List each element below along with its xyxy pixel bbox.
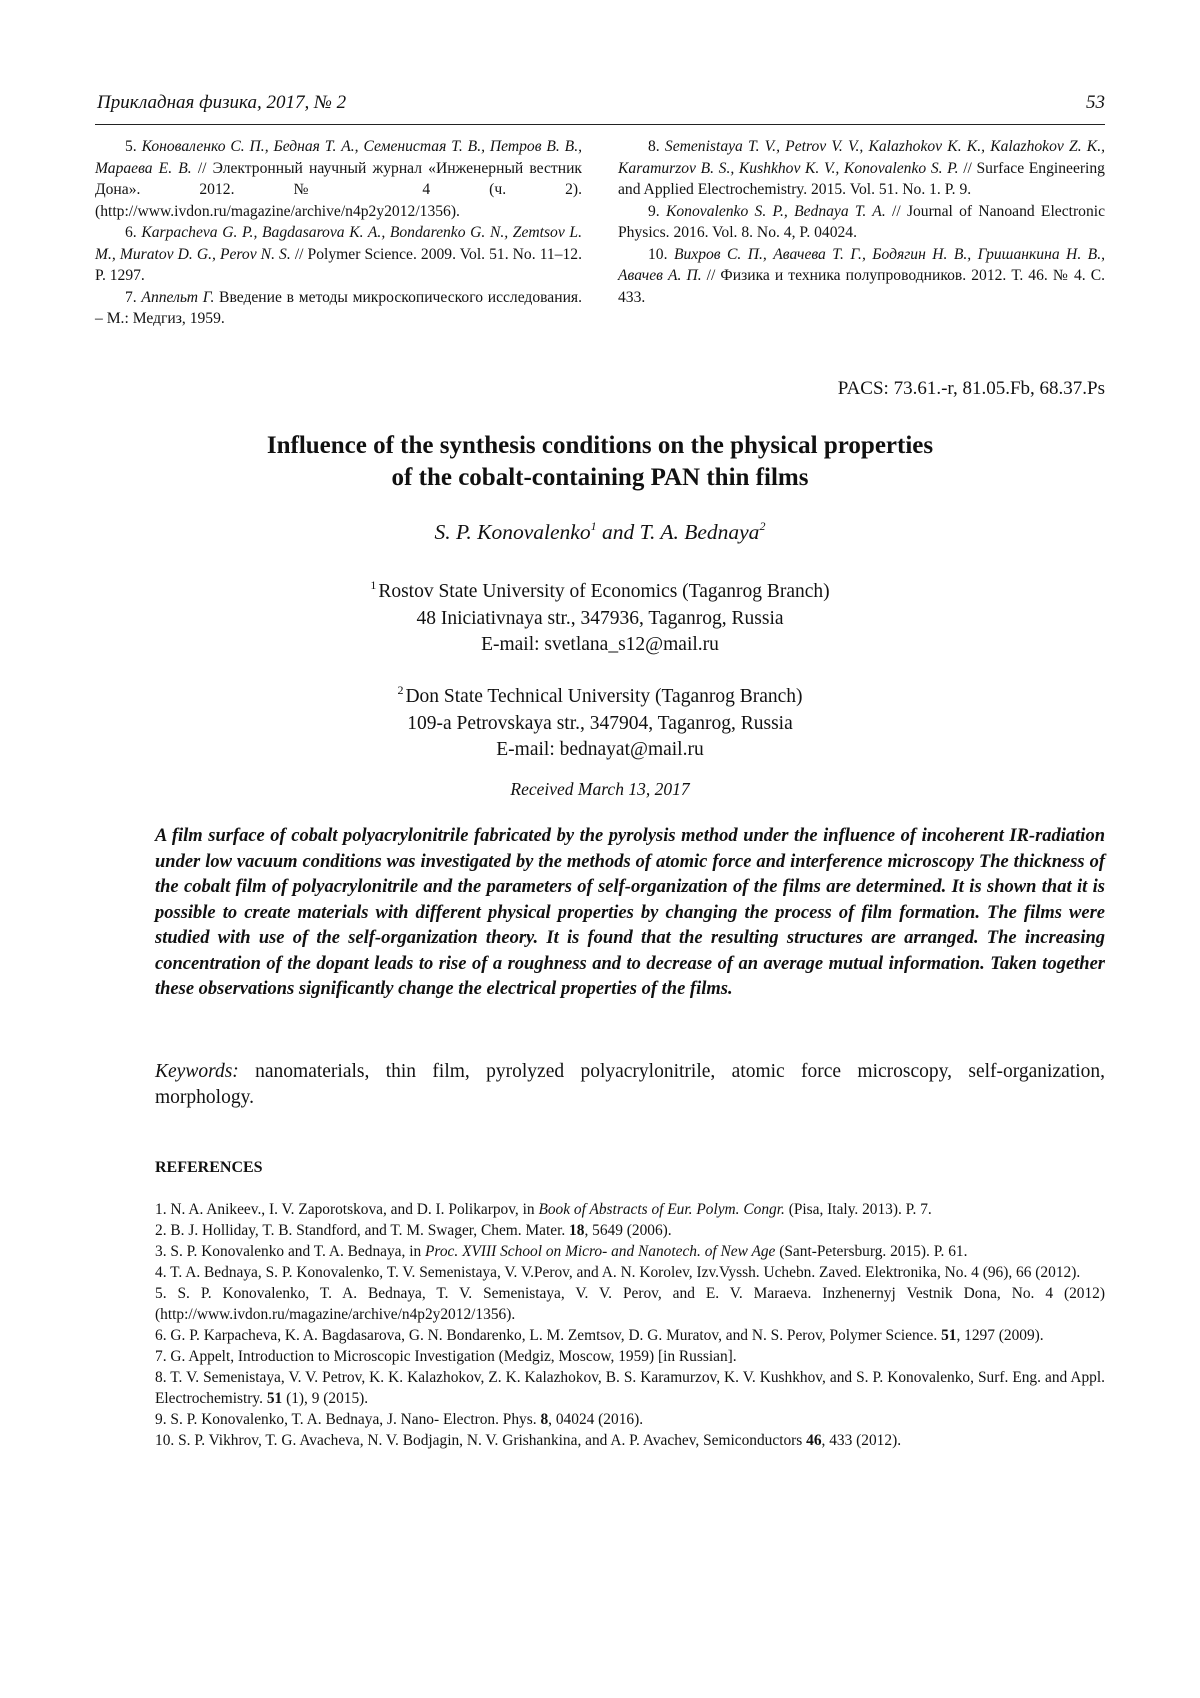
list-item: 5. Коноваленко С. П., Бедная Т. А., Семенистая Т. В., Петров В. В., Мараева Е. В. // Электронный научный журнал «Инженерный вестник Дона». 2012. № 4 (ч. 2). (http://www.ivdon.ru/magazine/archive/n4p2y2012/1356).	[95, 138, 582, 220]
reference-item: 3. S. P. Konovalenko and T. A. Bednaya, in Proc. XVIII School on Micro- and Nanotech. of New Age (Sant-Petersburg. 2015). P. 61.	[155, 1243, 968, 1260]
list-item: 10. Вихров С. П., Авачева Т. Г., Бодягин Н. В., Гришанкина Н. В., Авачев А. П. // Физика и техника полупроводников. 2012. Т. 46. № 4. С. 433.	[618, 245, 1105, 306]
keywords	[155, 1059, 1105, 1111]
title-line-2: of the cobalt-containing PAN thin films	[391, 464, 809, 491]
reference-item: 10. S. P. Vikhrov, T. G. Avacheva, N. V. Bodjagin, N. V. Grishankina, and A. P. Avachev, Semiconductors 46, 433 (2012).	[155, 1432, 902, 1449]
reference-item: 8. T. V. Semenistaya, V. V. Petrov, K. K. Kalazhokov, Z. K. Kalazhokov, B. S. Karamurzov, K. V. Kushkhov, and S. P. Konovalenko, Surf. Eng. and Appl. Electrochemistry. 51 (1), 9 (2015).	[155, 1369, 1105, 1407]
reference-item: 4. T. A. Bednaya, S. P. Konovalenko, T. V. Semenistaya, V. V.Perov, and A. N. Korolev, Izv.Vyssh. Uchebn. Zaved. Elektronika, No. 4 (96), 66 (2012).	[155, 1264, 1081, 1281]
reference-item: 1. N. A. Anikeev., I. V. Zaporotskova, and D. I. Polikarpov, in Book of Abstracts of Eur. Polym. Congr. (Pisa, Italy. 2013). P. 7.	[155, 1201, 932, 1218]
pacs-codes: PACS: 73.61.-r, 81.05.Fb, 68.37.Ps	[837, 378, 1105, 399]
keywords-text: nanomaterials, thin film, pyrolyzed polyacrylonitrile, atomic force microscopy, self-organization, morphology.	[155, 1061, 1105, 1108]
reference-item: 9. S. P. Konovalenko, T. A. Bednaya, J. Nano- Electron. Phys. 8, 04024 (2016).	[155, 1411, 644, 1428]
list-item: 7. Аппельт Г. Введение в методы микроскопического исследования. – М.: Медгиз, 1959.	[95, 288, 582, 327]
author-2: T. A. Bednaya	[639, 520, 760, 544]
abstract: A film surface of cobalt polyacrylonitrile fabricated by the pyrolysis method under the influence of incoherent IR-radiation under low vacuum conditions was investigated by the methods of atomic force and interference microscopy The thickness of the cobalt film of polyacrylonitrile and the parameters of self-organization of the films are determined. It is shown that it is possible to create materials with different physical properties by changing the process of film formation. The films were studied with use of the self-organization theory. It is found that the resulting structures are arranged. The increasing concentration of the dopant leads to rise of a roughness and to decrease of an average mutual information. Taken together these observations significantly change the electrical properties of the films.	[155, 826, 1105, 999]
reference-item: 5. S. P. Konovalenko, T. A. Bednaya, T. V. Semenistaya, V. V. Perov, and E. V. Maraeva. Inzhenernyj Vestnik Dona, No. 4 (2012) (http://www.ivdon.ru/magazine/archive/n4p2y2012/1356).	[155, 1285, 1105, 1323]
running-header	[95, 92, 1105, 125]
reference-item: 7. G. Appelt, Introduction to Microscopic Investigation (Medgiz, Moscow, 1959) [in Russian].	[155, 1348, 737, 1365]
authors: S. P. Konovalenko$^1$ and T. A. Bednaya$^2$	[434, 519, 766, 544]
reference-item: 2. B. J. Holliday, T. B. Standford, and T. M. Swager, Chem. Mater. 18, 5649 (2006).	[155, 1222, 672, 1239]
list-item: 8. Semenistaya T. V., Petrov V. V., Kalazhokov K. K., Kalazhokov Z. K., Karamurzov B. S., Kushkhov K. V., Konovalenko S. P. // Surface Engineering and Applied Electrochemistry. 2015. Vol. 51. No. 1. P. 9.	[618, 138, 1105, 198]
journal-reference: Прикладная физика, 2017, № 2	[97, 92, 347, 113]
received-date: Received March 13, 2017	[510, 779, 690, 799]
keywords-label: Keywords:	[155, 1061, 239, 1082]
page-number: 53	[1086, 92, 1105, 113]
affiliation-2: $^2$ Don State Technical University (Taganrog Branch) 109-a Petrovskaya str., 347904, Taganrog, Russia E-mail: bednayat@mail.ru	[95, 677, 1105, 764]
affiliation-1: $^1$ Rostov State University of Economics (Taganrog Branch) 48 Iniciativnaya str., 347936, Taganrog, Russia E-mail: svetlana_s12@mail.ru	[95, 572, 1105, 659]
references-list	[155, 1199, 1105, 1451]
previous-article-references-left	[95, 136, 582, 330]
reference-item: 6. G. P. Karpacheva, K. A. Bagdasarova, G. N. Bondarenko, L. M. Zemtsov, D. G. Muratov, and N. S. Perov, Polymer Science. 51, 1297 (2009).	[155, 1327, 1044, 1344]
previous-article-references-right	[618, 136, 1105, 308]
article-title	[95, 430, 1105, 494]
author-1: S. P. Konovalenko	[434, 520, 591, 544]
email-2: E-mail: bednayat@mail.ru	[496, 739, 704, 760]
email-1: E-mail: svetlana_s12@mail.ru	[481, 634, 719, 655]
title-line-1: Influence of the synthesis conditions on the physical properties	[266, 432, 934, 459]
list-item: 6. Karpacheva G. P., Bagdasarova K. A., Bondarenko G. N., Zemtsov L. M., Muratov D. G., Perov N. S. // Polymer Science. 2009. Vol. 51. No. 11–12. P. 1297.	[95, 224, 582, 284]
references-heading: REFERENCES	[155, 1159, 263, 1176]
list-item: 9. Konovalenko S. P., Bednaya T. A. // Journal of Nanoand Electronic Physics. 2016. Vol. 8. No. 4, P. 04024.	[618, 202, 1106, 241]
